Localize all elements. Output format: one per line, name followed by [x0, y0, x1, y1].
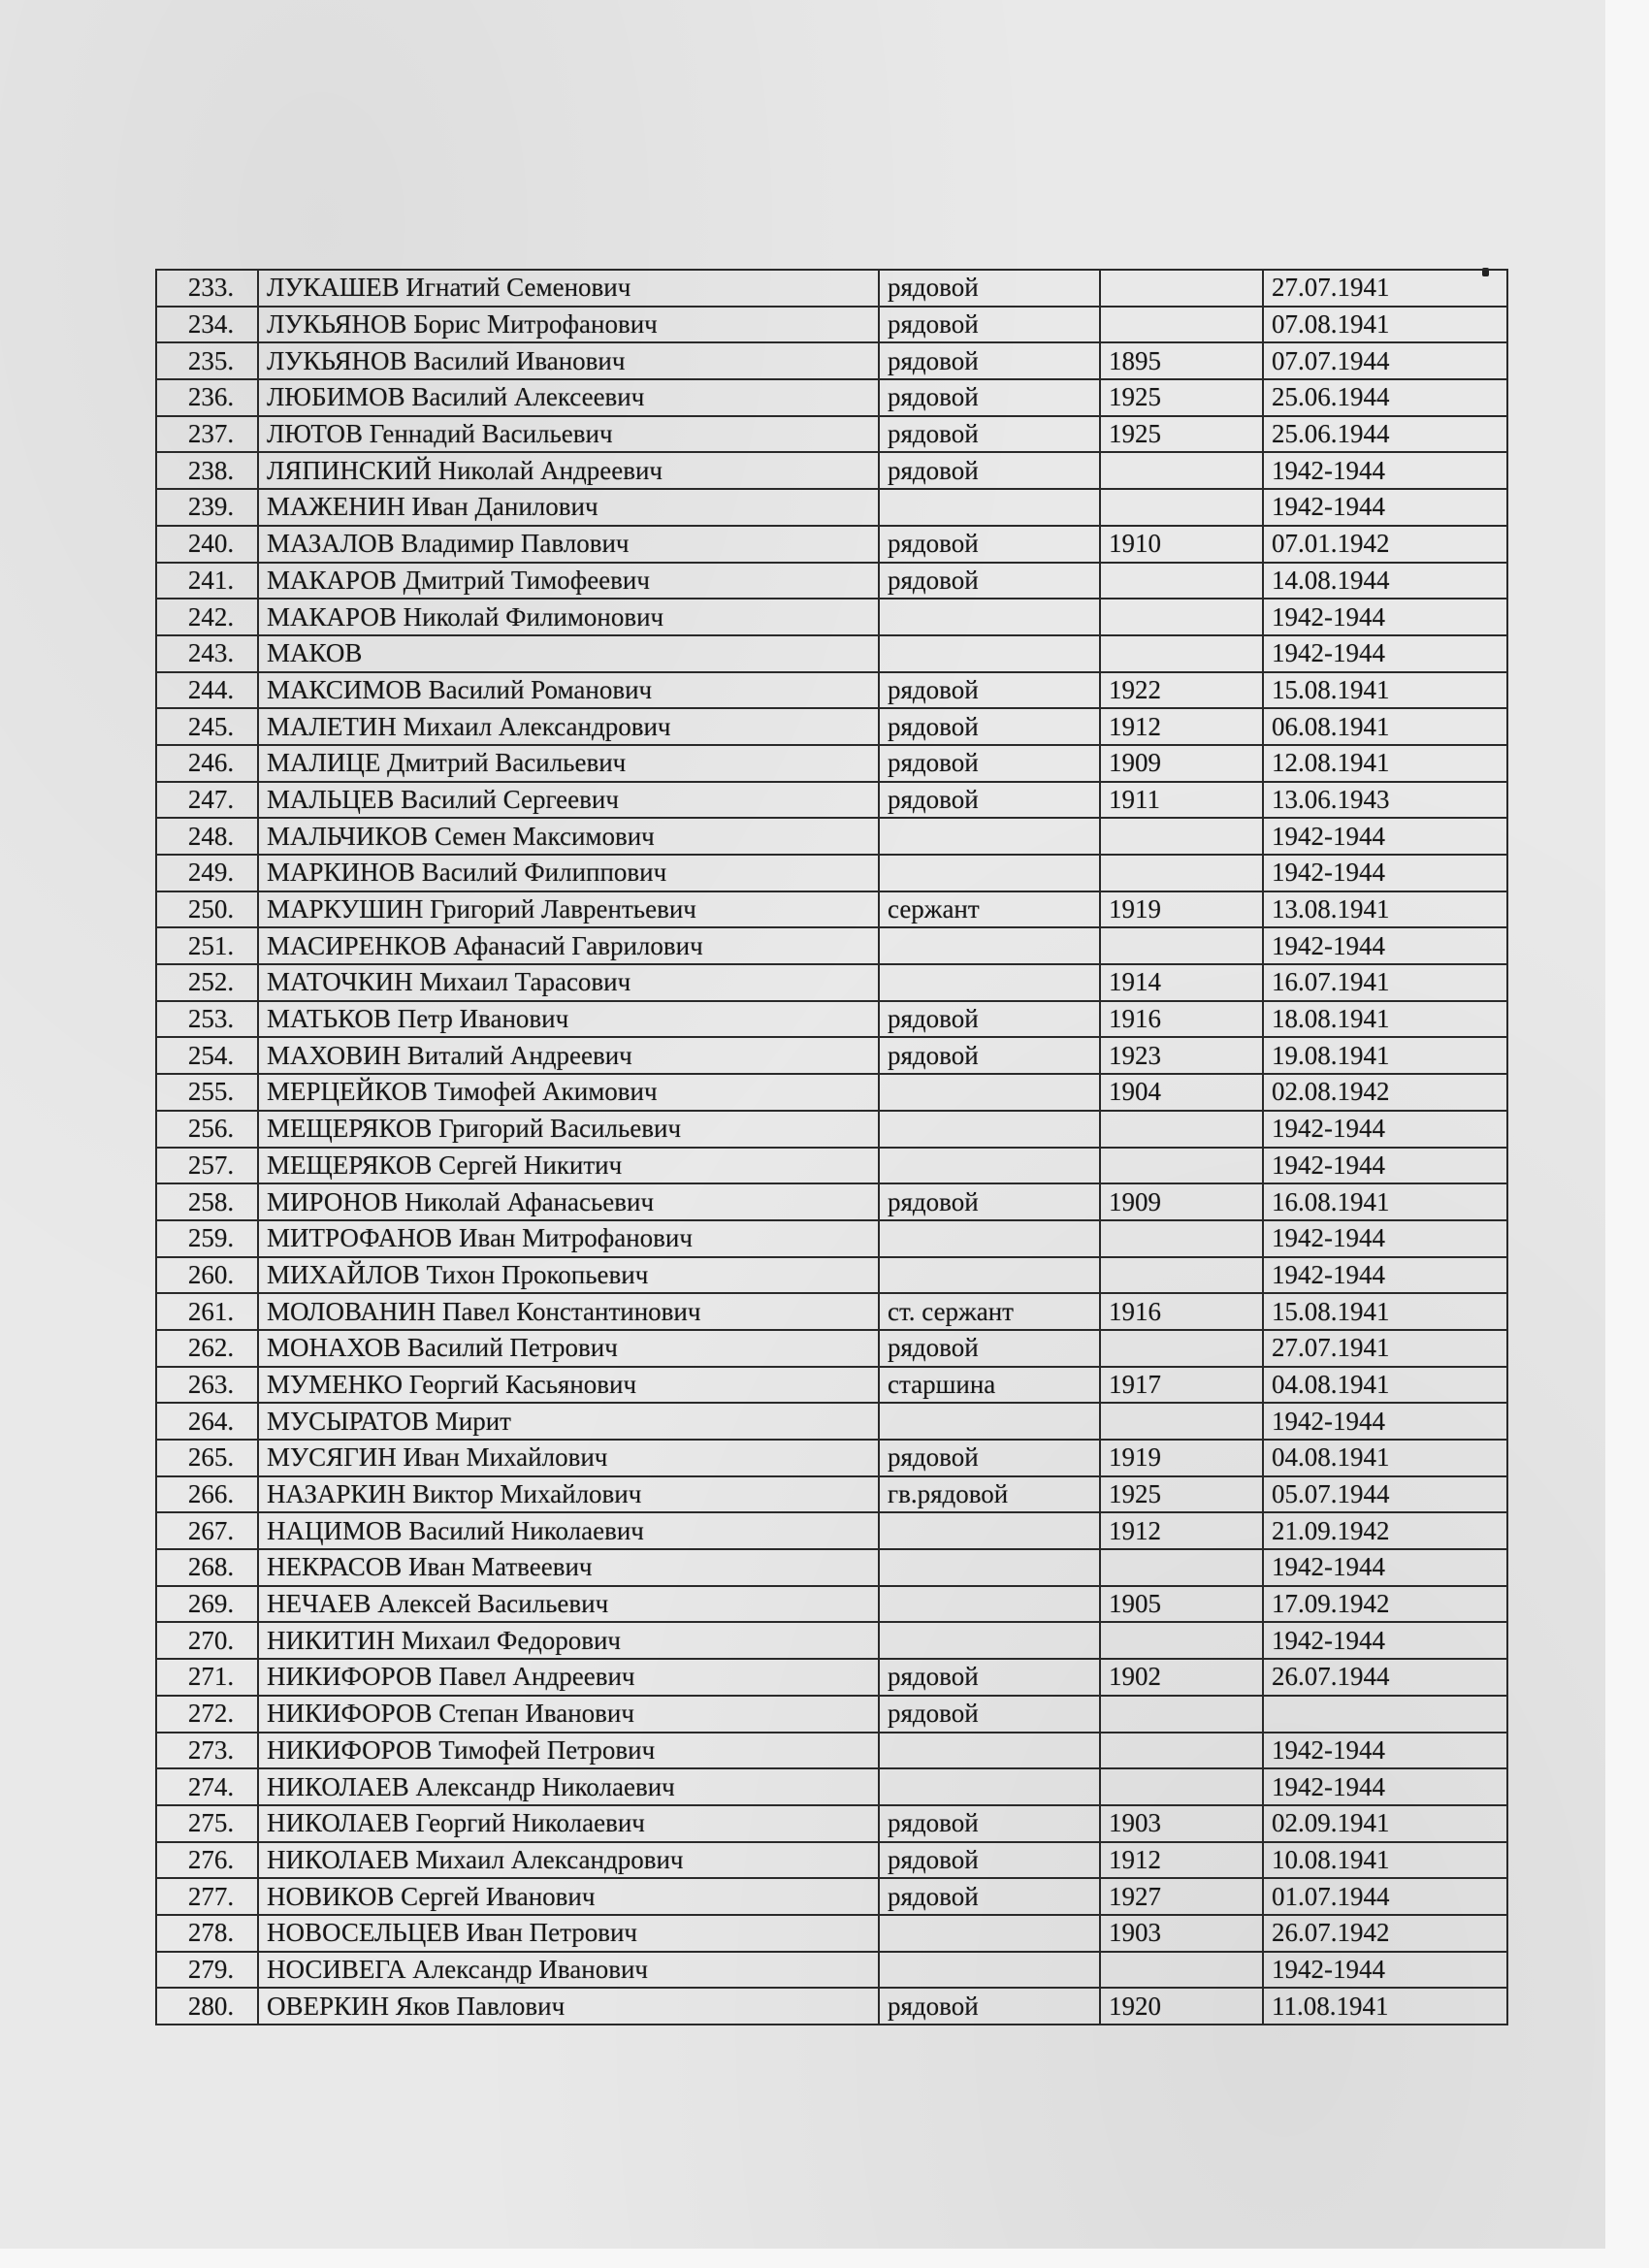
birth-year-cell: 1911 — [1100, 782, 1263, 819]
table-row — [156, 1842, 1507, 1879]
row-number-cell: 248. — [156, 818, 258, 855]
death-date-cell: 1942-1944 — [1263, 1257, 1507, 1294]
death-date-cell: 1942-1944 — [1263, 927, 1507, 964]
military-rank-cell: сержант — [879, 891, 1100, 928]
death-date-cell: 12.08.1941 — [1263, 745, 1507, 782]
table-row — [156, 782, 1507, 819]
birth-year-cell: 1916 — [1100, 1293, 1263, 1330]
birth-year-cell — [1100, 1148, 1263, 1184]
scan-edge-right — [1605, 0, 1649, 2268]
birth-year-cell — [1100, 1111, 1263, 1148]
death-date-cell: 16.08.1941 — [1263, 1183, 1507, 1220]
death-date-cell: 14.08.1944 — [1263, 563, 1507, 599]
table-row — [156, 1148, 1507, 1184]
table-row — [156, 342, 1507, 379]
military-rank-cell: ст. сержант — [879, 1293, 1100, 1330]
person-name-cell: ЛЯПИНСКИЙ Николай Андреевич — [258, 452, 879, 489]
person-name-cell: НИКОЛАЕВ Александр Николаевич — [258, 1768, 879, 1805]
table-row — [156, 1549, 1507, 1586]
military-rank-cell: старшина — [879, 1367, 1100, 1404]
military-rank-cell — [879, 1111, 1100, 1148]
military-rank-cell — [879, 1512, 1100, 1549]
death-date-cell: 11.08.1941 — [1263, 1988, 1507, 2025]
table-row — [156, 672, 1507, 709]
military-rank-cell: рядовой — [879, 270, 1100, 307]
roster-table — [155, 269, 1508, 2025]
table-row — [156, 307, 1507, 343]
table-row — [156, 1183, 1507, 1220]
row-number-cell: 238. — [156, 452, 258, 489]
person-name-cell: МУСЯГИН Иван Михайлович — [258, 1440, 879, 1476]
person-name-cell: НАЗАРКИН Виктор Михайлович — [258, 1476, 879, 1513]
row-number-cell: 277. — [156, 1878, 258, 1915]
person-name-cell: МАЛЬЧИКОВ Семен Максимович — [258, 818, 879, 855]
row-number-cell: 272. — [156, 1696, 258, 1733]
death-date-cell: 27.07.1941 — [1263, 270, 1507, 307]
death-date-cell: 16.07.1941 — [1263, 964, 1507, 1001]
row-number-cell: 274. — [156, 1768, 258, 1805]
row-number-cell: 235. — [156, 342, 258, 379]
table-row — [156, 1220, 1507, 1257]
death-date-cell: 26.07.1942 — [1263, 1915, 1507, 1952]
table-row — [156, 1659, 1507, 1696]
table-row — [156, 1293, 1507, 1330]
person-name-cell: МЕЩЕРЯКОВ Григорий Васильевич — [258, 1111, 879, 1148]
row-number-cell: 260. — [156, 1257, 258, 1294]
person-name-cell: МАКАРОВ Дмитрий Тимофеевич — [258, 563, 879, 599]
birth-year-cell: 1905 — [1100, 1586, 1263, 1623]
death-date-cell: 25.06.1944 — [1263, 416, 1507, 453]
military-rank-cell: рядовой — [879, 452, 1100, 489]
table-row — [156, 1403, 1507, 1440]
row-number-cell: 280. — [156, 1988, 258, 2025]
military-rank-cell — [879, 599, 1100, 635]
table-row — [156, 270, 1507, 307]
table-row — [156, 1622, 1507, 1659]
birth-year-cell — [1100, 563, 1263, 599]
person-name-cell: НИКОЛАЕВ Михаил Александрович — [258, 1842, 879, 1879]
death-date-cell: 1942-1944 — [1263, 1220, 1507, 1257]
death-date-cell: 15.08.1941 — [1263, 672, 1507, 709]
table-row — [156, 1111, 1507, 1148]
row-number-cell: 261. — [156, 1293, 258, 1330]
birth-year-cell — [1100, 452, 1263, 489]
table-row — [156, 1586, 1507, 1623]
birth-year-cell: 1909 — [1100, 745, 1263, 782]
table-row — [156, 1074, 1507, 1111]
person-name-cell: НЕКРАСОВ Иван Матвеевич — [258, 1549, 879, 1586]
row-number-cell: 259. — [156, 1220, 258, 1257]
table-row — [156, 1037, 1507, 1074]
military-rank-cell — [879, 1768, 1100, 1805]
death-date-cell — [1263, 1696, 1507, 1733]
person-name-cell: МЕРЦЕЙКОВ Тимофей Акимович — [258, 1074, 879, 1111]
military-rank-cell: рядовой — [879, 1696, 1100, 1733]
military-rank-cell: рядовой — [879, 1659, 1100, 1696]
row-number-cell: 270. — [156, 1622, 258, 1659]
person-name-cell: НИКИФОРОВ Павел Андреевич — [258, 1659, 879, 1696]
birth-year-cell: 1910 — [1100, 526, 1263, 563]
table-row — [156, 1952, 1507, 1989]
death-date-cell: 04.08.1941 — [1263, 1367, 1507, 1404]
military-rank-cell: рядовой — [879, 1037, 1100, 1074]
birth-year-cell — [1100, 818, 1263, 855]
person-name-cell: МАСИРЕНКОВ Афанасий Гаврилович — [258, 927, 879, 964]
row-number-cell: 237. — [156, 416, 258, 453]
person-name-cell: МУМЕНКО Георгий Касьянович — [258, 1367, 879, 1404]
row-number-cell: 266. — [156, 1476, 258, 1513]
person-name-cell: МИТРОФАНОВ Иван Митрофанович — [258, 1220, 879, 1257]
death-date-cell: 17.09.1942 — [1263, 1586, 1507, 1623]
death-date-cell: 07.07.1944 — [1263, 342, 1507, 379]
person-name-cell: НОСИВЕГА Александр Иванович — [258, 1952, 879, 1989]
birth-year-cell: 1903 — [1100, 1915, 1263, 1952]
row-number-cell: 236. — [156, 379, 258, 416]
row-number-cell: 243. — [156, 635, 258, 672]
military-rank-cell — [879, 1622, 1100, 1659]
row-number-cell: 241. — [156, 563, 258, 599]
person-name-cell: МАКСИМОВ Василий Романович — [258, 672, 879, 709]
death-date-cell: 13.08.1941 — [1263, 891, 1507, 928]
death-date-cell: 10.08.1941 — [1263, 1842, 1507, 1879]
table-row — [156, 1330, 1507, 1367]
row-number-cell: 244. — [156, 672, 258, 709]
person-name-cell: МАЛИЦЕ Дмитрий Васильевич — [258, 745, 879, 782]
death-date-cell: 13.06.1943 — [1263, 782, 1507, 819]
birth-year-cell: 1920 — [1100, 1988, 1263, 2025]
military-rank-cell: рядовой — [879, 342, 1100, 379]
birth-year-cell — [1100, 489, 1263, 526]
military-rank-cell: рядовой — [879, 1183, 1100, 1220]
birth-year-cell — [1100, 1733, 1263, 1769]
military-rank-cell — [879, 1220, 1100, 1257]
person-name-cell: МОЛОВАНИН Павел Константинович — [258, 1293, 879, 1330]
death-date-cell: 1942-1944 — [1263, 1148, 1507, 1184]
row-number-cell: 267. — [156, 1512, 258, 1549]
death-date-cell: 1942-1944 — [1263, 1952, 1507, 1989]
birth-year-cell — [1100, 1549, 1263, 1586]
military-rank-cell — [879, 1586, 1100, 1623]
person-name-cell: МАРКУШИН Григорий Лаврентьевич — [258, 891, 879, 928]
table-row — [156, 1805, 1507, 1842]
row-number-cell: 246. — [156, 745, 258, 782]
death-date-cell: 02.09.1941 — [1263, 1805, 1507, 1842]
birth-year-cell: 1922 — [1100, 672, 1263, 709]
birth-year-cell: 1925 — [1100, 416, 1263, 453]
person-name-cell: НЕЧАЕВ Алексей Васильевич — [258, 1586, 879, 1623]
row-number-cell: 234. — [156, 307, 258, 343]
table-row — [156, 1440, 1507, 1476]
person-name-cell: МАЛЬЦЕВ Василий Сергеевич — [258, 782, 879, 819]
table-row — [156, 855, 1507, 891]
death-date-cell: 1942-1944 — [1263, 635, 1507, 672]
military-rank-cell: рядовой — [879, 1805, 1100, 1842]
military-rank-cell: рядовой — [879, 1330, 1100, 1367]
military-rank-cell — [879, 1403, 1100, 1440]
table-row — [156, 891, 1507, 928]
death-date-cell: 27.07.1941 — [1263, 1330, 1507, 1367]
death-date-cell: 1942-1944 — [1263, 855, 1507, 891]
table-row — [156, 489, 1507, 526]
military-rank-cell — [879, 927, 1100, 964]
person-name-cell: ЛУКЬЯНОВ Борис Митрофанович — [258, 307, 879, 343]
birth-year-cell: 1919 — [1100, 1440, 1263, 1476]
row-number-cell: 264. — [156, 1403, 258, 1440]
roster-table-body — [156, 270, 1507, 2025]
row-number-cell: 253. — [156, 1001, 258, 1038]
military-rank-cell — [879, 855, 1100, 891]
death-date-cell: 07.01.1942 — [1263, 526, 1507, 563]
table-row — [156, 599, 1507, 635]
person-name-cell: МУСЫРАТОВ Мирит — [258, 1403, 879, 1440]
military-rank-cell: рядовой — [879, 672, 1100, 709]
row-number-cell: 256. — [156, 1111, 258, 1148]
table-row — [156, 379, 1507, 416]
death-date-cell: 1942-1944 — [1263, 1768, 1507, 1805]
person-name-cell: МАРКИНОВ Василий Филиппович — [258, 855, 879, 891]
birth-year-cell: 1925 — [1100, 1476, 1263, 1513]
birth-year-cell — [1100, 307, 1263, 343]
table-row — [156, 416, 1507, 453]
row-number-cell: 249. — [156, 855, 258, 891]
row-number-cell: 273. — [156, 1733, 258, 1769]
birth-year-cell: 1927 — [1100, 1878, 1263, 1915]
row-number-cell: 258. — [156, 1183, 258, 1220]
row-number-cell: 252. — [156, 964, 258, 1001]
military-rank-cell: рядовой — [879, 1440, 1100, 1476]
row-number-cell: 251. — [156, 927, 258, 964]
table-row — [156, 1878, 1507, 1915]
military-rank-cell: рядовой — [879, 745, 1100, 782]
military-rank-cell: рядовой — [879, 1842, 1100, 1879]
death-date-cell: 26.07.1944 — [1263, 1659, 1507, 1696]
death-date-cell: 1942-1944 — [1263, 1111, 1507, 1148]
military-rank-cell — [879, 964, 1100, 1001]
row-number-cell: 279. — [156, 1952, 258, 1989]
military-rank-cell: рядовой — [879, 782, 1100, 819]
military-rank-cell — [879, 489, 1100, 526]
military-rank-cell — [879, 1148, 1100, 1184]
person-name-cell: НИКОЛАЕВ Георгий Николаевич — [258, 1805, 879, 1842]
table-row — [156, 563, 1507, 599]
military-rank-cell: рядовой — [879, 1988, 1100, 2025]
death-date-cell: 15.08.1941 — [1263, 1293, 1507, 1330]
table-row — [156, 1476, 1507, 1513]
person-name-cell: МЕЩЕРЯКОВ Сергей Никитич — [258, 1148, 879, 1184]
birth-year-cell: 1909 — [1100, 1183, 1263, 1220]
military-rank-cell: рядовой — [879, 1001, 1100, 1038]
birth-year-cell: 1912 — [1100, 1512, 1263, 1549]
table-row — [156, 1915, 1507, 1952]
birth-year-cell: 1912 — [1100, 708, 1263, 745]
birth-year-cell: 1903 — [1100, 1805, 1263, 1842]
death-date-cell: 1942-1944 — [1263, 452, 1507, 489]
table-row — [156, 1001, 1507, 1038]
military-rank-cell — [879, 1257, 1100, 1294]
military-rank-cell: рядовой — [879, 708, 1100, 745]
row-number-cell: 239. — [156, 489, 258, 526]
table-row — [156, 1367, 1507, 1404]
person-name-cell: ЛУКАШЕВ Игнатий Семенович — [258, 270, 879, 307]
person-name-cell: НОВИКОВ Сергей Иванович — [258, 1878, 879, 1915]
person-name-cell: МИРОНОВ Николай Афанасьевич — [258, 1183, 879, 1220]
death-date-cell: 25.06.1944 — [1263, 379, 1507, 416]
death-date-cell: 05.07.1944 — [1263, 1476, 1507, 1513]
death-date-cell: 1942-1944 — [1263, 599, 1507, 635]
military-rank-cell — [879, 635, 1100, 672]
birth-year-cell — [1100, 635, 1263, 672]
death-date-cell: 01.07.1944 — [1263, 1878, 1507, 1915]
person-name-cell: МАЛЕТИН Михаил Александрович — [258, 708, 879, 745]
death-date-cell: 1942-1944 — [1263, 818, 1507, 855]
row-number-cell: 268. — [156, 1549, 258, 1586]
death-date-cell: 1942-1944 — [1263, 489, 1507, 526]
row-number-cell: 247. — [156, 782, 258, 819]
table-row — [156, 1768, 1507, 1805]
birth-year-cell — [1100, 270, 1263, 307]
birth-year-cell — [1100, 1696, 1263, 1733]
military-rank-cell — [879, 1074, 1100, 1111]
table-row — [156, 708, 1507, 745]
table-row — [156, 452, 1507, 489]
row-number-cell: 240. — [156, 526, 258, 563]
birth-year-cell — [1100, 1257, 1263, 1294]
table-row — [156, 927, 1507, 964]
birth-year-cell: 1925 — [1100, 379, 1263, 416]
row-number-cell: 245. — [156, 708, 258, 745]
table-row — [156, 818, 1507, 855]
birth-year-cell — [1100, 1952, 1263, 1989]
birth-year-cell — [1100, 1768, 1263, 1805]
birth-year-cell: 1914 — [1100, 964, 1263, 1001]
birth-year-cell: 1902 — [1100, 1659, 1263, 1696]
death-date-cell: 1942-1944 — [1263, 1403, 1507, 1440]
military-rank-cell: рядовой — [879, 563, 1100, 599]
death-date-cell: 19.08.1941 — [1263, 1037, 1507, 1074]
death-date-cell: 07.08.1941 — [1263, 307, 1507, 343]
row-number-cell: 257. — [156, 1148, 258, 1184]
person-name-cell: МАТЬКОВ Петр Иванович — [258, 1001, 879, 1038]
birth-year-cell: 1895 — [1100, 342, 1263, 379]
row-number-cell: 276. — [156, 1842, 258, 1879]
person-name-cell: НИКИФОРОВ Степан Иванович — [258, 1696, 879, 1733]
table-row — [156, 964, 1507, 1001]
death-date-cell: 18.08.1941 — [1263, 1001, 1507, 1038]
person-name-cell: МАТОЧКИН Михаил Тарасович — [258, 964, 879, 1001]
table-row — [156, 1512, 1507, 1549]
death-date-cell: 04.08.1941 — [1263, 1440, 1507, 1476]
row-number-cell: 254. — [156, 1037, 258, 1074]
birth-year-cell — [1100, 1403, 1263, 1440]
person-name-cell: МОНАХОВ Василий Петрович — [258, 1330, 879, 1367]
person-name-cell: МИХАЙЛОВ Тихон Прокопьевич — [258, 1257, 879, 1294]
row-number-cell: 269. — [156, 1586, 258, 1623]
birth-year-cell — [1100, 855, 1263, 891]
birth-year-cell: 1923 — [1100, 1037, 1263, 1074]
table-row — [156, 1733, 1507, 1769]
table-row — [156, 745, 1507, 782]
death-date-cell: 06.08.1941 — [1263, 708, 1507, 745]
person-name-cell: МАКАРОВ Николай Филимонович — [258, 599, 879, 635]
death-date-cell: 02.08.1942 — [1263, 1074, 1507, 1111]
person-name-cell: НОВОСЕЛЬЦЕВ Иван Петрович — [258, 1915, 879, 1952]
birth-year-cell: 1916 — [1100, 1001, 1263, 1038]
table-row — [156, 1696, 1507, 1733]
military-rank-cell: рядовой — [879, 416, 1100, 453]
death-date-cell: 1942-1944 — [1263, 1733, 1507, 1769]
person-name-cell: НИКИФОРОВ Тимофей Петрович — [258, 1733, 879, 1769]
birth-year-cell — [1100, 1220, 1263, 1257]
birth-year-cell — [1100, 599, 1263, 635]
table-row — [156, 635, 1507, 672]
row-number-cell: 275. — [156, 1805, 258, 1842]
person-name-cell: ОВЕРКИН Яков Павлович — [258, 1988, 879, 2025]
military-rank-cell — [879, 1915, 1100, 1952]
person-name-cell: МАКОВ — [258, 635, 879, 672]
row-number-cell: 278. — [156, 1915, 258, 1952]
person-name-cell: ЛУКЬЯНОВ Василий Иванович — [258, 342, 879, 379]
person-name-cell: ЛЮТОВ Геннадий Васильевич — [258, 416, 879, 453]
military-rank-cell: рядовой — [879, 379, 1100, 416]
row-number-cell: 263. — [156, 1367, 258, 1404]
death-date-cell: 1942-1944 — [1263, 1549, 1507, 1586]
row-number-cell: 255. — [156, 1074, 258, 1111]
table-row — [156, 1988, 1507, 2025]
birth-year-cell: 1917 — [1100, 1367, 1263, 1404]
row-number-cell: 265. — [156, 1440, 258, 1476]
military-rank-cell — [879, 818, 1100, 855]
military-rank-cell — [879, 1549, 1100, 1586]
row-number-cell: 242. — [156, 599, 258, 635]
person-name-cell: МАЗАЛОВ Владимир Павлович — [258, 526, 879, 563]
military-rank-cell: гв.рядовой — [879, 1476, 1100, 1513]
birth-year-cell — [1100, 927, 1263, 964]
person-name-cell: МАХОВИН Виталий Андреевич — [258, 1037, 879, 1074]
military-rank-cell: рядовой — [879, 526, 1100, 563]
person-name-cell: ЛЮБИМОВ Василий Алексеевич — [258, 379, 879, 416]
military-rank-cell — [879, 1733, 1100, 1769]
person-name-cell: МАЖЕНИН Иван Данилович — [258, 489, 879, 526]
death-date-cell: 21.09.1942 — [1263, 1512, 1507, 1549]
military-rank-cell — [879, 1952, 1100, 1989]
birth-year-cell: 1904 — [1100, 1074, 1263, 1111]
scan-edge-bottom — [0, 2249, 1649, 2268]
person-name-cell: НИКИТИН Михаил Федорович — [258, 1622, 879, 1659]
row-number-cell: 233. — [156, 270, 258, 307]
birth-year-cell — [1100, 1330, 1263, 1367]
table-row — [156, 526, 1507, 563]
person-name-cell: НАЦИМОВ Василий Николаевич — [258, 1512, 879, 1549]
row-number-cell: 271. — [156, 1659, 258, 1696]
birth-year-cell: 1919 — [1100, 891, 1263, 928]
table-row — [156, 1257, 1507, 1294]
military-rank-cell: рядовой — [879, 1878, 1100, 1915]
birth-year-cell: 1912 — [1100, 1842, 1263, 1879]
death-date-cell: 1942-1944 — [1263, 1622, 1507, 1659]
military-rank-cell: рядовой — [879, 307, 1100, 343]
row-number-cell: 262. — [156, 1330, 258, 1367]
birth-year-cell — [1100, 1622, 1263, 1659]
row-number-cell: 250. — [156, 891, 258, 928]
